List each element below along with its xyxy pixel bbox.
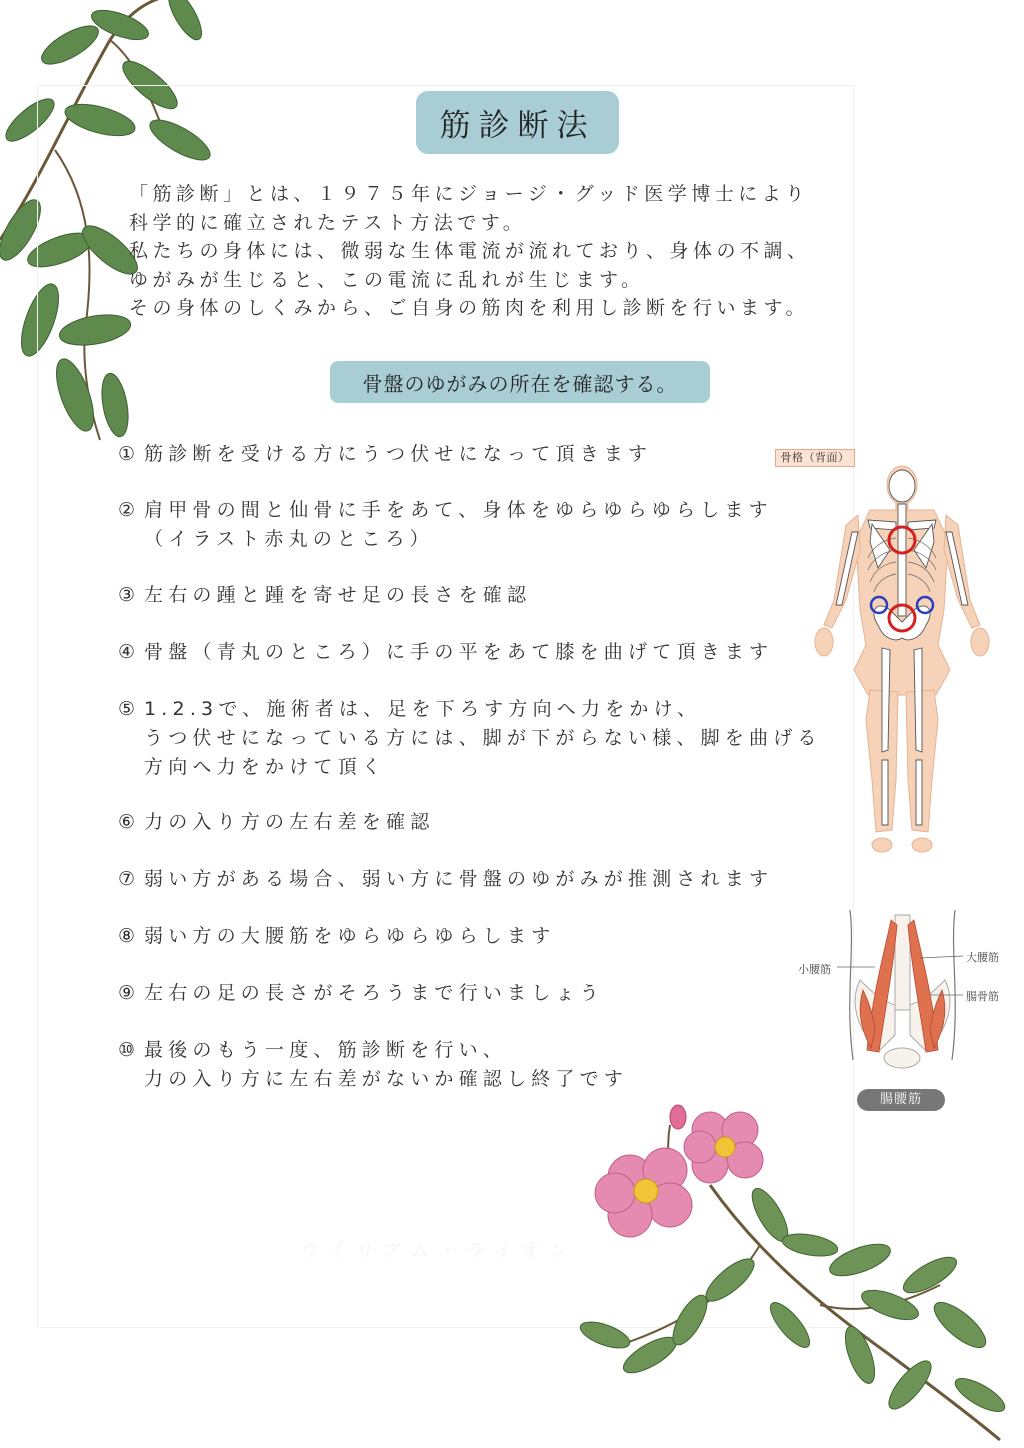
intro-line: 科学的に確立されたテスト方法です。 bbox=[129, 211, 527, 234]
step-7 bbox=[118, 865, 773, 894]
intro-line: 「筋診断」とは、１９７５年にジョージ・グッド医学博士により bbox=[129, 183, 809, 205]
intro-line: ゆがみが生じると、この電流に乱れが生じます。 bbox=[129, 268, 645, 291]
step-5 bbox=[118, 695, 822, 782]
step-3 bbox=[118, 581, 531, 610]
step-text: 左右の足の長さがそろうまで行いましょう bbox=[144, 982, 604, 1004]
step-number: ④ bbox=[118, 641, 136, 663]
step-9 bbox=[118, 979, 604, 1008]
step-text: 力の入り方に左右差がないか確認し終了です bbox=[144, 1068, 629, 1090]
step-1 bbox=[118, 440, 652, 469]
step-6 bbox=[118, 808, 434, 837]
step-number: ⑨ bbox=[118, 982, 136, 1004]
step-text: うつ伏せになっている方には、脚が下がらない様、脚を曲げる bbox=[144, 727, 822, 749]
step-text: 肩甲骨の間と仙骨に手をあて、身体をゆらゆらゆらします bbox=[144, 499, 773, 521]
watermark-text: ウイリアム・ライオン bbox=[300, 1240, 577, 1262]
step-number: ① bbox=[118, 443, 136, 465]
step-8 bbox=[118, 922, 555, 951]
step-text: 弱い方の大腰筋をゆらゆらゆらします bbox=[144, 925, 556, 947]
page-title: 筋診断法 bbox=[416, 91, 619, 154]
step-number: ⑤ bbox=[118, 698, 136, 720]
intro-line: その身体のしくみから、ご自身の筋肉を利用し診断を行います。 bbox=[129, 297, 809, 319]
step-number: ⑦ bbox=[118, 868, 136, 890]
step-number: ⑥ bbox=[118, 811, 136, 833]
muscle-leader-lines bbox=[835, 950, 965, 1010]
step-10 bbox=[118, 1036, 628, 1094]
iliopsoas-label: 腸腰筋 bbox=[857, 1089, 945, 1111]
rose-decoration bbox=[560, 1095, 1020, 1445]
step-text: 左右の踵と踵を寄せ足の長さを確認 bbox=[144, 584, 532, 606]
psoas-minor-label: 小腰筋 bbox=[798, 963, 831, 976]
step-text: 弱い方がある場合、弱い方に骨盤のゆがみが推測されます bbox=[144, 868, 774, 890]
step-number: ⑧ bbox=[118, 925, 136, 947]
step-text: 最後のもう一度、筋診断を行い、 bbox=[144, 1039, 508, 1061]
intro-line: 私たちの身体には、微弱な生体電流が流れており、身体の不調、 bbox=[129, 240, 811, 262]
step-text: 力の入り方の左右差を確認 bbox=[144, 811, 435, 833]
step-number: ⑩ bbox=[118, 1039, 136, 1061]
step-text: 方向へ力をかけて頂く bbox=[144, 756, 387, 778]
step-number: ③ bbox=[118, 584, 136, 606]
step-text: 1.2.3で、施術者は、足を下ろす方向へ力をかけ、 bbox=[144, 698, 702, 720]
psoas-major-label: 大腰筋 bbox=[966, 951, 999, 964]
skeleton-label: 骨格（背面） bbox=[775, 449, 855, 467]
step-4 bbox=[118, 638, 773, 667]
step-number: ② bbox=[118, 499, 136, 521]
skeleton-illustration bbox=[812, 460, 992, 855]
section-subtitle: 骨盤のゆがみの所在を確認する。 bbox=[330, 361, 710, 403]
step-text: （イラスト赤丸のところ） bbox=[144, 528, 434, 550]
step-2 bbox=[118, 496, 773, 554]
step-text: 骨盤（青丸のところ）に手の平をあて膝を曲げて頂きます bbox=[144, 641, 774, 663]
intro-paragraph bbox=[129, 180, 919, 323]
iliacus-label: 腸骨筋 bbox=[966, 990, 999, 1003]
step-text: 筋診断を受ける方にうつ伏せになって頂きます bbox=[144, 443, 653, 465]
